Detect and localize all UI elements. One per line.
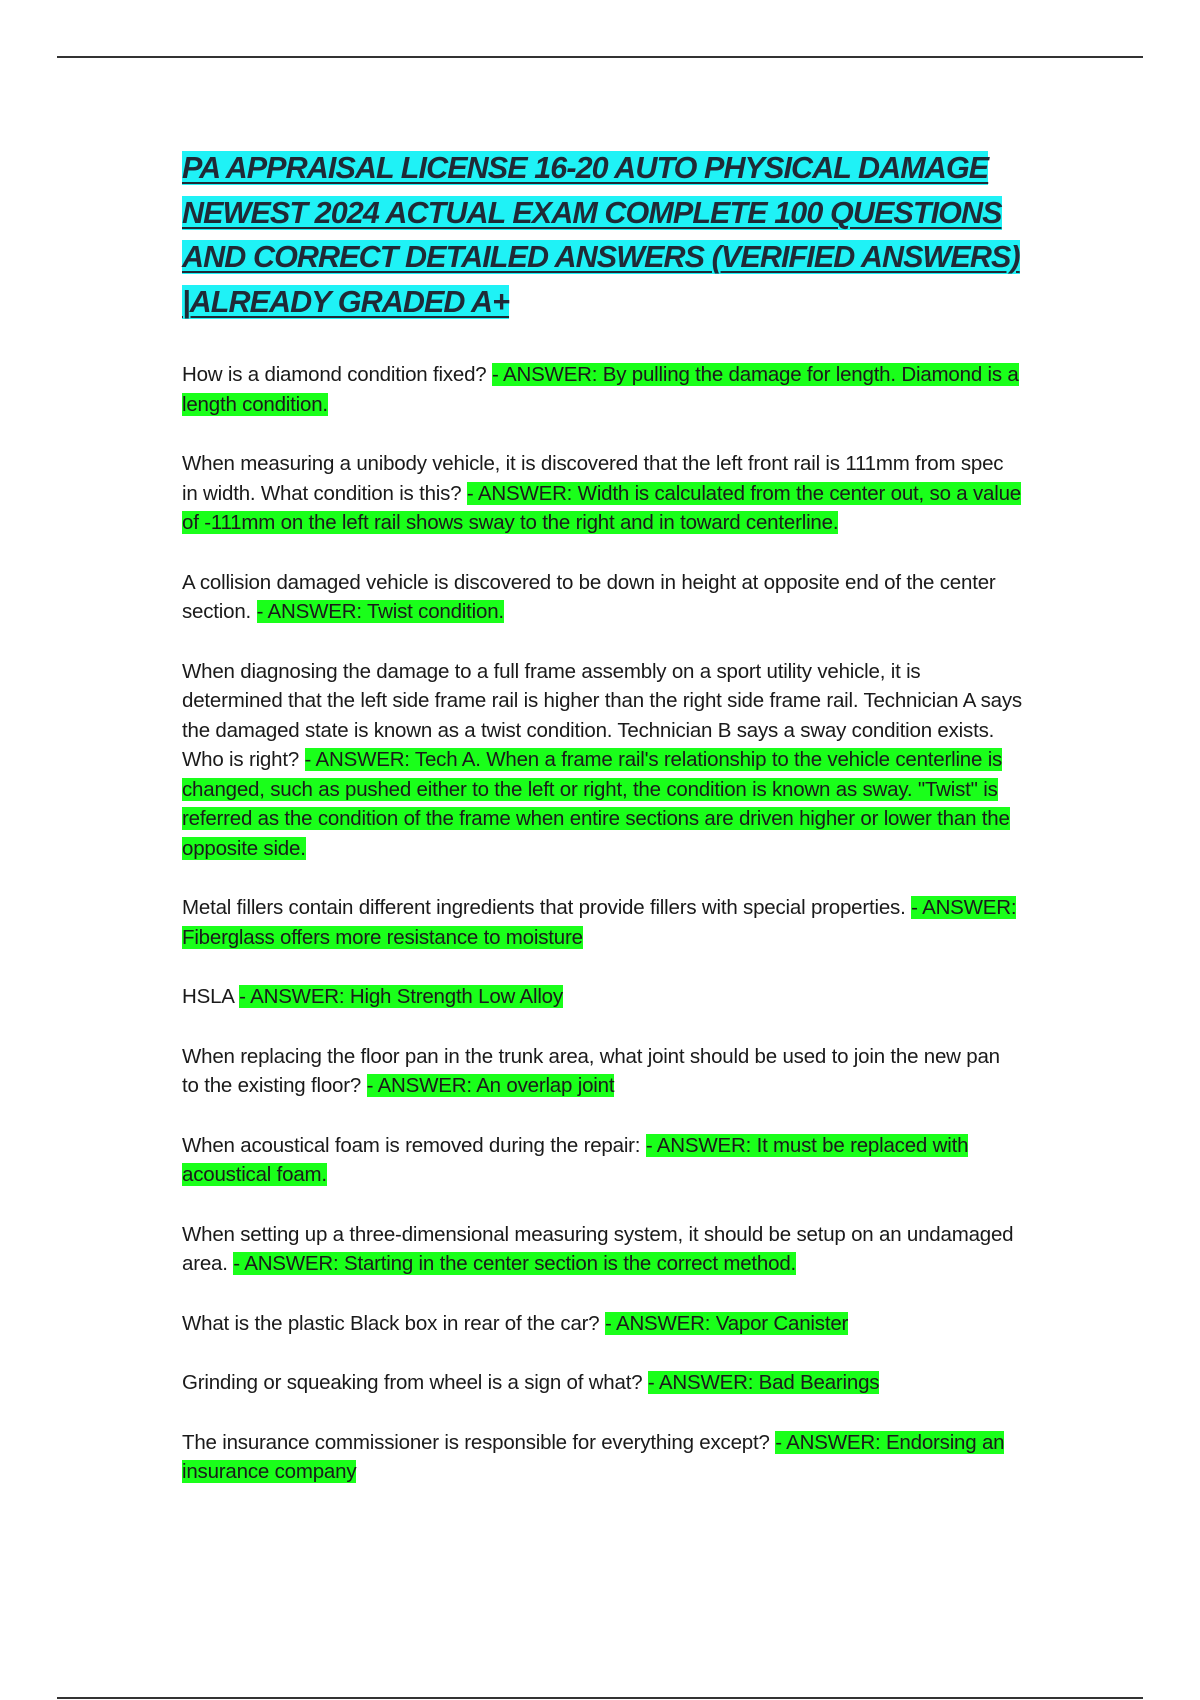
answer-text: - ANSWER: Twist condition. (256, 600, 504, 623)
qa-item (182, 1368, 1022, 1398)
qa-item (182, 1220, 1022, 1279)
qa-item (182, 449, 1022, 538)
question-text: When acoustical foam is removed during the repair: (182, 1133, 641, 1157)
question-text: Metal fillers contain different ingredients that provide fillers with special properties. (182, 896, 906, 919)
qa-item (182, 1042, 1022, 1101)
answer-text: - ANSWER: Bad Bearings (647, 1371, 880, 1394)
question-text: When replacing the floor pan in the trunk area, what joint should be used to join the new pan to the existing floor? (182, 1044, 1000, 1097)
document-title (182, 146, 1022, 324)
question-text: When setting up a three-dimensional measuring system, it should be setup on an undamaged area. (182, 1222, 1014, 1275)
question-text: When measuring a unibody vehicle, it is discovered that the left front rail is 111mm from spec in width. What condition is this? (182, 452, 1004, 505)
answer-text: - ANSWER: By pulling the damage for length. Diamond is a length condition. (182, 363, 1019, 416)
qa-item (182, 893, 1022, 952)
question-text: How is a diamond condition fixed? (182, 363, 487, 386)
qa-item (182, 360, 1022, 419)
question-text: What is the plastic Black box in rear of the car? (182, 1311, 600, 1335)
answer-text: - ANSWER: Vapor Canister (604, 1311, 849, 1335)
answer-text: - ANSWER: Endorsing an insurance company (182, 1430, 1005, 1483)
question-text: Grinding or squeaking from wheel is a sign of what? (182, 1371, 643, 1394)
answer-text: - ANSWER: High Strength Low Alloy (239, 985, 563, 1008)
qa-item (182, 982, 1022, 1012)
question-text: When diagnosing the damage to a full frame assembly on a sport utility vehicle, it is determined that the left side frame rail is higher than the right side frame rail. Technician A says the damaged state is known as a twist condition. Technician B says a sway condition exists. Who is right? (182, 659, 1022, 771)
question-text: The insurance commissioner is responsible for everything except? (182, 1430, 770, 1454)
qa-item (182, 1428, 1022, 1487)
qa-item (182, 1309, 1022, 1339)
page-bottom-rule (57, 1697, 1143, 1699)
qa-item (182, 657, 1022, 864)
document-body (182, 146, 1022, 1517)
answer-text: - ANSWER: Tech A. When a frame rail's relationship to the vehicle centerline is changed, such as pushed either to the left or right, the condition is known as sway. "Twist" is referred as the condition of the frame when entire sections are driven higher or lower than the opposite side. (182, 748, 1010, 860)
answer-text: - ANSWER: It must be replaced with acoustical foam. (182, 1133, 969, 1186)
answer-text: - ANSWER: An overlap joint (366, 1074, 615, 1097)
answer-text: - ANSWER: Fiberglass offers more resistance to moisture (182, 896, 1017, 949)
question-text: HSLA (182, 985, 234, 1008)
question-text: A collision damaged vehicle is discovered to be down in height at opposite end of the center section. (182, 570, 996, 623)
qa-item (182, 568, 1022, 627)
qa-item (182, 1131, 1022, 1190)
page-top-rule (57, 56, 1143, 58)
answer-text: - ANSWER: Width is calculated from the center out, so a value of -111mm on the left rail shows sway to the right and in toward centerline. (182, 481, 1021, 534)
answer-text: - ANSWER: Starting in the center section is the correct method. (233, 1252, 797, 1275)
document-title-text: PA APPRAISAL LICENSE 16-20 AUTO PHYSICAL DAMAGE NEWEST 2024 ACTUAL EXAM COMPLETE 100 QUESTIONS AND CORRECT DETAILED ANSWERS (VERIFIED ANSWERS) |ALREADY GRADED A+ (182, 151, 1020, 319)
